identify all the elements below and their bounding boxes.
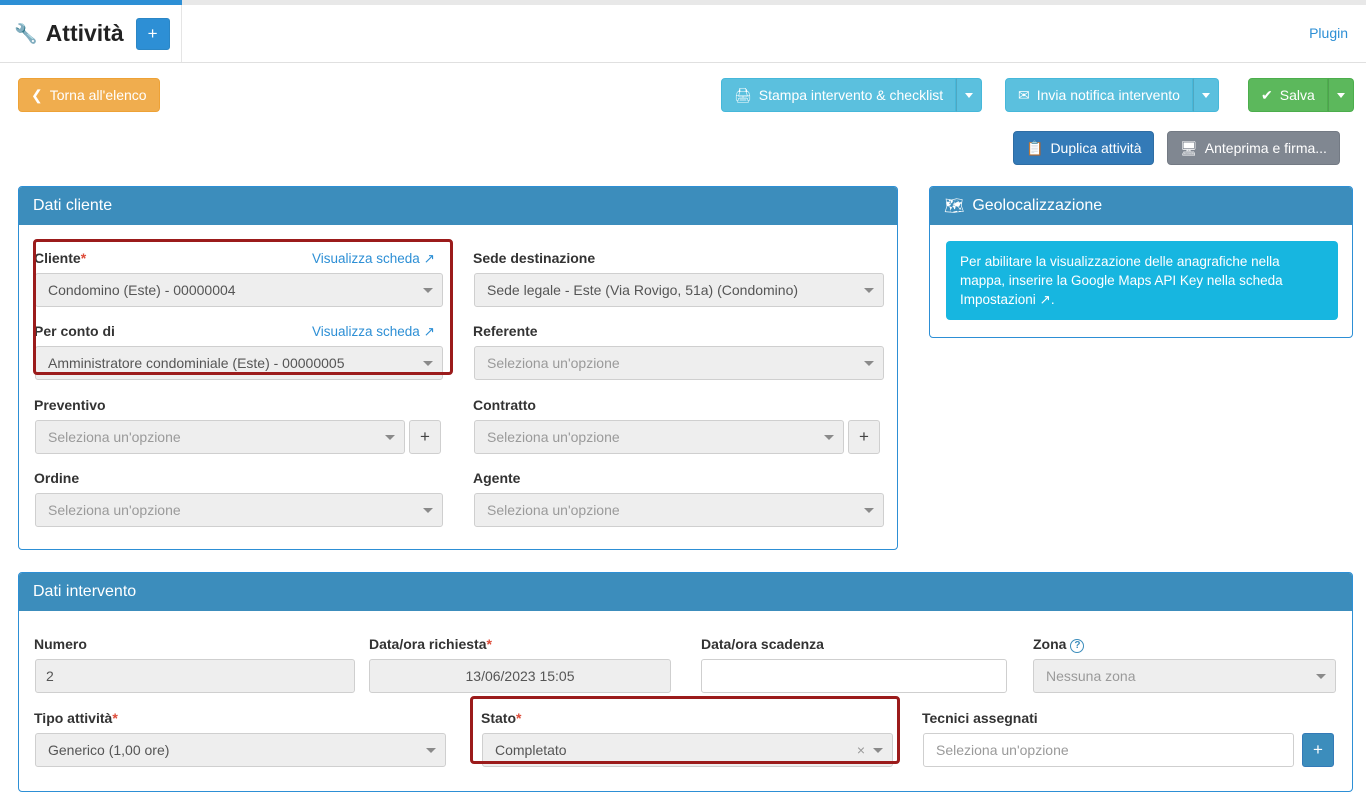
preventivo-label: Preventivo xyxy=(34,397,106,413)
print-button-group xyxy=(721,78,982,112)
data-richiesta-label-text: Data/ora richiesta xyxy=(369,636,487,652)
cliente-view-card-link[interactable] xyxy=(312,251,435,267)
add-contratto-button[interactable]: + xyxy=(848,420,880,454)
add-tecnico-button[interactable]: + xyxy=(1302,733,1334,767)
sede-value: Sede legale - Este (Via Rovigo, 51a) (Condomino) xyxy=(487,282,799,298)
per-conto-view-card-link[interactable] xyxy=(312,324,435,340)
plugin-link[interactable]: Plugin xyxy=(1309,25,1348,41)
required-asterisk: * xyxy=(112,710,118,726)
map-icon: 🗺 xyxy=(944,198,965,215)
ordine-label: Ordine xyxy=(34,470,80,486)
referente-value: Seleziona un'opzione xyxy=(487,355,620,371)
back-to-list-button[interactable] xyxy=(18,78,160,112)
chevron-down-icon xyxy=(873,748,883,753)
chevron-down-icon xyxy=(423,288,433,293)
contratto-label: Contratto xyxy=(473,397,536,413)
send-notification-label: Invia notifica intervento xyxy=(1036,87,1180,103)
agente-value: Seleziona un'opzione xyxy=(487,502,620,518)
chevron-left-icon: ❮ xyxy=(31,86,43,103)
chevron-down-icon xyxy=(1337,93,1345,98)
external-link-icon: ↗ xyxy=(1035,292,1051,307)
zona-value: Nessuna zona xyxy=(1046,668,1136,684)
print-intervention-label: Stampa intervento & checklist xyxy=(758,87,944,103)
intervention-panel-header xyxy=(19,573,1352,611)
referente-select[interactable] xyxy=(474,346,884,380)
geolocation-panel-header xyxy=(930,187,1352,225)
preview-sign-label: Anteprima e firma... xyxy=(1204,140,1327,156)
numero-value: 2 xyxy=(46,668,54,684)
chevron-down-icon xyxy=(426,748,436,753)
chevron-down-icon xyxy=(423,508,433,513)
help-icon[interactable]: ? xyxy=(1070,639,1084,653)
per-conto-view-card-label: Visualizza scheda xyxy=(312,324,420,339)
referente-label: Referente xyxy=(473,323,538,339)
notify-dropdown-toggle[interactable] xyxy=(1193,78,1219,112)
customer-panel-header xyxy=(19,187,897,225)
per-conto-label: Per conto di xyxy=(34,323,115,339)
cliente-view-card-label: Visualizza scheda xyxy=(312,251,420,266)
numero-label: Numero xyxy=(34,636,87,652)
intervention-data-panel xyxy=(18,572,1353,792)
tecnici-value: Seleziona un'opzione xyxy=(936,742,1069,758)
cliente-label-text: Cliente xyxy=(34,250,81,266)
chevron-down-icon xyxy=(824,435,834,440)
data-richiesta-label xyxy=(369,636,492,652)
chevron-down-icon xyxy=(1316,674,1326,679)
stato-value: Completato xyxy=(495,742,567,758)
cliente-select[interactable] xyxy=(35,273,443,307)
chevron-down-icon xyxy=(864,288,874,293)
data-richiesta-input[interactable] xyxy=(369,659,671,693)
app-header xyxy=(0,5,1366,63)
required-asterisk: * xyxy=(486,636,492,652)
external-link-icon: ↗ xyxy=(423,324,435,339)
preview-sign-button[interactable] xyxy=(1167,131,1340,165)
tipo-attivita-value: Generico (1,00 ore) xyxy=(48,742,170,758)
settings-link[interactable]: Impostazioni xyxy=(960,292,1036,307)
chevron-down-icon xyxy=(864,361,874,366)
external-link-icon: ↗ xyxy=(423,251,435,266)
wrench-icon: 🔧 xyxy=(14,23,38,45)
chevron-down-icon xyxy=(864,508,874,513)
save-dropdown-toggle[interactable] xyxy=(1328,78,1354,112)
per-conto-value: Amministratore condominiale (Este) - 00000005 xyxy=(48,355,345,371)
page-title-container xyxy=(0,5,182,62)
clear-icon[interactable]: × xyxy=(856,742,865,758)
duplicate-activity-label: Duplica attività xyxy=(1050,140,1142,156)
data-scadenza-input[interactable] xyxy=(701,659,1007,693)
check-icon: ✔ xyxy=(1261,86,1273,103)
contratto-value: Seleziona un'opzione xyxy=(487,429,620,445)
geolocation-info-callout xyxy=(946,241,1338,320)
add-preventivo-button[interactable]: + xyxy=(409,420,441,454)
tecnici-label: Tecnici assegnati xyxy=(922,710,1038,726)
chevron-down-icon xyxy=(965,93,973,98)
preventivo-value: Seleziona un'opzione xyxy=(48,429,181,445)
duplicate-activity-button[interactable] xyxy=(1013,131,1154,165)
add-activity-button[interactable]: + xyxy=(136,18,170,50)
data-richiesta-value: 13/06/2023 15:05 xyxy=(465,668,575,684)
printer-icon: 🖨 xyxy=(734,86,752,103)
back-to-list-label: Torna all'elenco xyxy=(49,87,147,103)
copy-icon: 📋 xyxy=(1026,139,1044,156)
zona-select[interactable] xyxy=(1033,659,1336,693)
customer-panel-title: Dati cliente xyxy=(33,197,113,214)
stato-label-text: Stato xyxy=(481,710,516,726)
chevron-down-icon xyxy=(1202,93,1210,98)
stato-select[interactable] xyxy=(482,733,893,767)
chevron-down-icon xyxy=(385,435,395,440)
ordine-value: Seleziona un'opzione xyxy=(48,502,181,518)
agente-label: Agente xyxy=(473,470,521,486)
sede-select[interactable] xyxy=(474,273,884,307)
save-label: Salva xyxy=(1279,87,1315,103)
tipo-attivita-label xyxy=(34,710,118,726)
save-button[interactable] xyxy=(1248,78,1328,112)
geolocation-panel-title: Geolocalizzazione xyxy=(972,197,1103,214)
tecnici-select[interactable] xyxy=(923,733,1294,767)
notify-button-group xyxy=(1005,78,1219,112)
cliente-label xyxy=(34,250,86,266)
geolocation-panel xyxy=(929,186,1353,338)
preventivo-select[interactable] xyxy=(35,420,405,454)
required-asterisk: * xyxy=(80,250,87,266)
agente-select[interactable] xyxy=(474,493,884,527)
required-asterisk: * xyxy=(516,710,522,726)
send-notification-button[interactable] xyxy=(1005,78,1193,112)
contratto-select[interactable] xyxy=(474,420,844,454)
geolocation-note-end: . xyxy=(1050,292,1055,307)
numero-input[interactable] xyxy=(35,659,355,693)
action-toolbar xyxy=(0,70,1366,170)
print-intervention-button[interactable] xyxy=(721,78,956,112)
page-title: Attività xyxy=(45,20,124,46)
envelope-icon: ✉ xyxy=(1018,86,1030,103)
tipo-attivita-label-text: Tipo attività xyxy=(34,710,113,726)
data-scadenza-label: Data/ora scadenza xyxy=(701,636,824,652)
save-button-group xyxy=(1248,78,1354,112)
ordine-select[interactable] xyxy=(35,493,443,527)
sede-label: Sede destinazione xyxy=(473,250,596,266)
geolocation-note-text: Per abilitare la visualizzazione delle anagrafiche nella mappa, inserire la Google Maps API Key nella scheda xyxy=(960,254,1283,288)
chevron-down-icon xyxy=(423,361,433,366)
zona-label xyxy=(1033,636,1084,653)
zona-label-text: Zona xyxy=(1033,636,1067,652)
customer-data-panel xyxy=(18,186,898,550)
print-dropdown-toggle[interactable] xyxy=(956,78,982,112)
tipo-attivita-select[interactable] xyxy=(35,733,446,767)
per-conto-select[interactable] xyxy=(35,346,443,380)
intervention-panel-title: Dati intervento xyxy=(33,583,137,600)
cliente-value: Condomino (Este) - 00000004 xyxy=(48,282,236,298)
stato-label xyxy=(481,710,521,726)
monitor-icon: 🖥 xyxy=(1180,139,1198,156)
